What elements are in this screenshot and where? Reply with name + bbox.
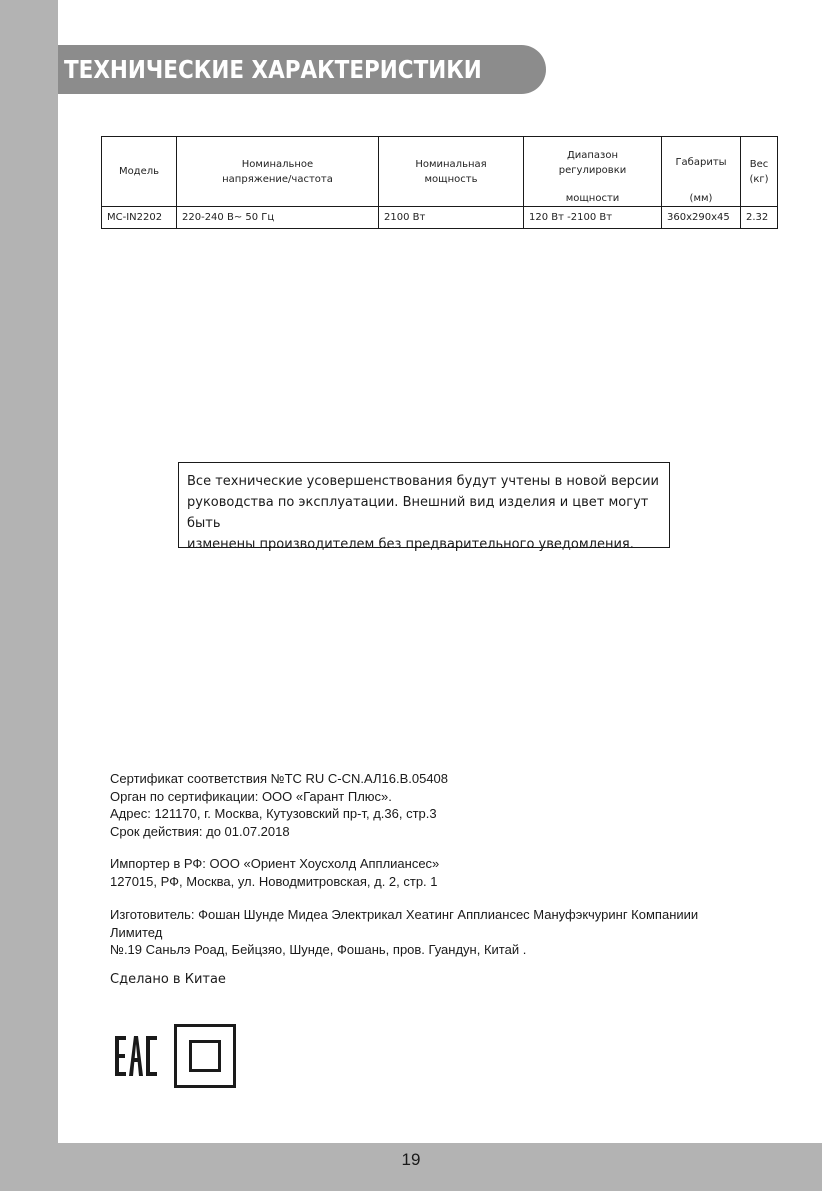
col-header-dimensions: Габариты (мм) bbox=[662, 137, 741, 207]
certificate-validity: Срок действия: до 01.07.2018 bbox=[110, 823, 290, 839]
cell-weight: 2.32 bbox=[741, 207, 778, 229]
page-title: ТЕХНИЧЕСКИЕ ХАРАКТЕРИСТИКИ bbox=[64, 55, 482, 84]
notice-line: руководства по эксплуатации. Внешний вид изделия и цвет могут быть bbox=[187, 495, 649, 531]
table-row bbox=[102, 207, 778, 229]
table-header-row bbox=[102, 137, 778, 207]
certificate-number: Сертификат соответствия №TC RU C-CN.АЛ16.B.05408 bbox=[110, 771, 449, 786]
left-gray-strip bbox=[0, 0, 58, 1191]
manufacturer-block bbox=[110, 906, 698, 959]
manufacturer-address: №.19 Саньлэ Роад, Бейцзяо, Шунде, Фошань, пров. Гуандун, Китай . bbox=[110, 942, 527, 957]
eac-logo-icon bbox=[115, 1036, 159, 1076]
notice-box bbox=[178, 462, 670, 552]
manufacturer-name: Изготовитель: Фошан Шунде Мидеа Электрикал Хеатинг Апплиансес Мануфэкчуринг Компаниии bbox=[110, 907, 699, 922]
col-header-model: Модель bbox=[102, 137, 177, 207]
importer-block bbox=[110, 855, 439, 890]
cell-power: 2100 Вт bbox=[379, 207, 524, 229]
manufacturer-name-cont: Лимитед bbox=[110, 924, 163, 940]
notice-line: изменены производителем без предварительного уведомления. bbox=[187, 537, 634, 552]
col-header-weight: Вес (кг) bbox=[741, 137, 778, 207]
col-header-range: Диапазон регулировки мощности bbox=[524, 137, 662, 207]
col-header-voltage: Номинальное напряжение/частота bbox=[177, 137, 379, 207]
certification-address: Адрес: 121170, г. Москва, Кутузовский пр-т, д.36, стр.3 bbox=[110, 806, 437, 821]
made-in-label: Сделано в Китае bbox=[110, 972, 226, 987]
importer-name: Импортер в РФ: ООО «Ориент Хоусхолд Апплиансес» bbox=[110, 856, 440, 871]
certification-body: Орган по сертификации: ООО «Гарант Плюс». bbox=[110, 788, 392, 804]
cell-voltage: 220-240 В~ 50 Гц bbox=[177, 207, 379, 229]
notice-line: Все технические усовершенствования будут учтены в новой версии bbox=[187, 474, 659, 489]
importer-address: 127015, РФ, Москва, ул. Новодмитровская, д. 2, стр. 1 bbox=[110, 873, 438, 889]
col-header-power: Номинальная мощность bbox=[379, 137, 524, 207]
cell-dimensions: 360x290x45 bbox=[662, 207, 741, 229]
page-number: 19 bbox=[401, 1150, 421, 1169]
specs-table bbox=[101, 136, 778, 229]
cell-model: MC-IN2202 bbox=[102, 207, 177, 229]
certificate-block bbox=[110, 770, 448, 840]
cell-range: 120 Вт -2100 Вт bbox=[524, 207, 662, 229]
double-insulation-icon bbox=[174, 1024, 236, 1088]
